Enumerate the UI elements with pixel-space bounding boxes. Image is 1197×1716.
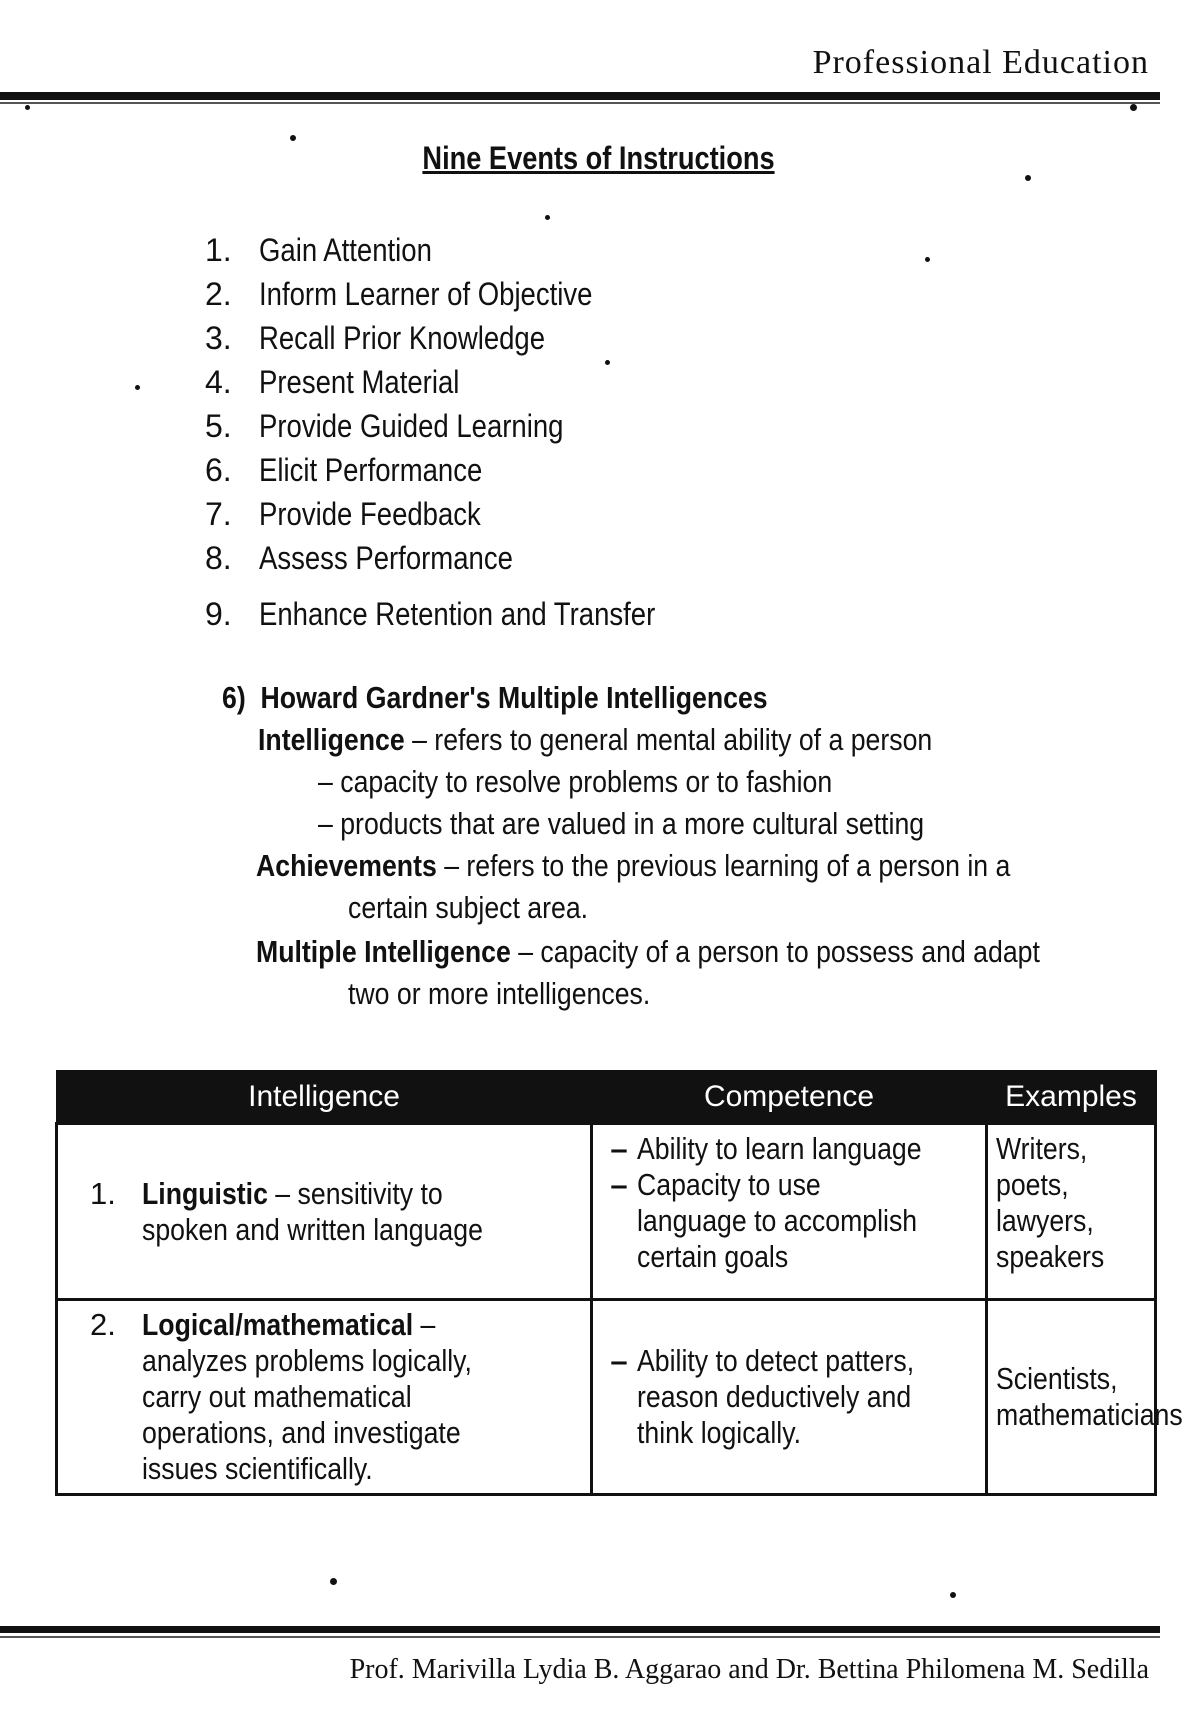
competence-cell: – Ability to learn language – Capacity to use language to accomplish certain goals (592, 1124, 987, 1300)
item-text: Recall Prior Knowledge (259, 319, 546, 356)
item-text: Provide Guided Learning (259, 407, 564, 444)
achievements-definition (256, 848, 1010, 884)
multiple-intelligence-term: Multiple Intelligence (256, 934, 511, 969)
gardner-heading-number: 6) (222, 680, 246, 715)
competence-cell: – Ability to detect patters, reason deductively and think logically. (592, 1300, 987, 1495)
multiple-intelligence-def-cont: two or more intelligences. (348, 976, 651, 1011)
multiple-intelligence-def: – capacity of a person to possess and adapt (510, 934, 1040, 969)
scan-speck (545, 215, 550, 220)
item-text: Provide Feedback (259, 495, 481, 532)
competence-item: Ability to detect patters, reason deductively and think logically. (637, 1343, 915, 1450)
list-item (205, 316, 720, 360)
scan-speck (1130, 104, 1137, 111)
list-item (205, 448, 720, 492)
row-number: 1. (90, 1175, 116, 1211)
achievements-term: Achievements (256, 848, 437, 883)
item-text: Enhance Retention and Transfer (259, 595, 656, 632)
examples-text: Writers, poets, lawyers, speakers (996, 1131, 1105, 1274)
table-row (57, 1124, 1156, 1300)
scan-speck (135, 385, 140, 390)
footer-rule (0, 1626, 1160, 1633)
intelligence-cell (57, 1124, 592, 1300)
item-number: 8. (205, 539, 232, 576)
list-item (205, 360, 720, 404)
intelligence-term: Intelligence (258, 722, 405, 757)
list-item (205, 592, 720, 636)
intelligence-desc: – analyzes problems logically, carry out mathematical operations, and investigate issues scientifically. (142, 1307, 472, 1486)
scan-speck (25, 105, 30, 110)
gardner-heading (222, 680, 768, 716)
list-item (205, 228, 720, 272)
item-number: 2. (205, 275, 232, 312)
scan-speck (290, 135, 296, 141)
header-title: Professional Education (812, 44, 1149, 81)
gardner-heading-text: Howard Gardner's Multiple Intelligences (260, 680, 768, 715)
list-item (205, 404, 720, 448)
examples-cell (987, 1124, 1156, 1300)
item-number: 9. (205, 595, 232, 632)
table-row (57, 1300, 1156, 1495)
nine-events-list (205, 228, 720, 636)
list-item (205, 272, 720, 316)
footer-authors: Prof. Marivilla Lydia B. Aggarao and Dr. Bettina Philomena M. Sedilla (349, 1654, 1149, 1685)
scan-speck (330, 1578, 337, 1585)
header-rule-thin (0, 102, 1160, 104)
item-number: 3. (205, 319, 232, 356)
item-number: 5. (205, 407, 232, 444)
item-number: 4. (205, 363, 232, 400)
intelligence-definition (258, 722, 932, 758)
scan-speck (925, 257, 930, 262)
header-competence: Competence (592, 1071, 987, 1124)
scan-speck (605, 360, 610, 365)
intelligence-term: Linguistic (142, 1175, 268, 1211)
achievements-def: – refers to the previous learning of a person in a (436, 848, 1011, 883)
intelligence-desc: – sensitivity to spoken and written language (142, 1175, 483, 1247)
table-header-row (57, 1071, 1156, 1124)
competence-item: Capacity to use language to accomplish certain goals (637, 1167, 918, 1274)
achievements-def-cont: certain subject area. (348, 890, 589, 925)
item-number: 7. (205, 495, 232, 532)
examples-cell (987, 1300, 1183, 1495)
intelligence-def: – refers to general mental ability of a person (404, 722, 933, 757)
intelligences-table (55, 1070, 1183, 1496)
item-text: Inform Learner of Objective (259, 275, 593, 312)
header-intelligence: Intelligence (57, 1071, 592, 1124)
section-title: Nine Events of Instructions (422, 140, 775, 176)
intelligence-term: Logical/mathematical (142, 1307, 414, 1342)
intelligence-sub1: – capacity to resolve problems or to fashion (318, 764, 833, 799)
item-text: Present Material (259, 363, 460, 400)
competence-item: Ability to learn language (637, 1131, 922, 1166)
multiple-intelligence-definition (256, 934, 1040, 970)
examples-text: Scientists, mathematicians (996, 1361, 1183, 1432)
header-rule (0, 92, 1160, 100)
item-text: Assess Performance (259, 539, 513, 576)
list-item (205, 492, 720, 536)
scan-speck (950, 1592, 956, 1598)
row-number: 2. (90, 1307, 116, 1342)
intelligence-cell (57, 1300, 592, 1495)
item-number: 6. (205, 451, 232, 488)
scan-speck (1025, 175, 1031, 181)
header-examples: Examples (987, 1071, 1156, 1124)
item-text: Elicit Performance (259, 451, 483, 488)
item-number: 1. (205, 231, 232, 268)
footer-rule-thin (0, 1636, 1160, 1638)
intelligence-sub2: – products that are valued in a more cultural setting (318, 806, 925, 841)
list-item (205, 536, 720, 580)
item-text: Gain Attention (259, 231, 432, 268)
